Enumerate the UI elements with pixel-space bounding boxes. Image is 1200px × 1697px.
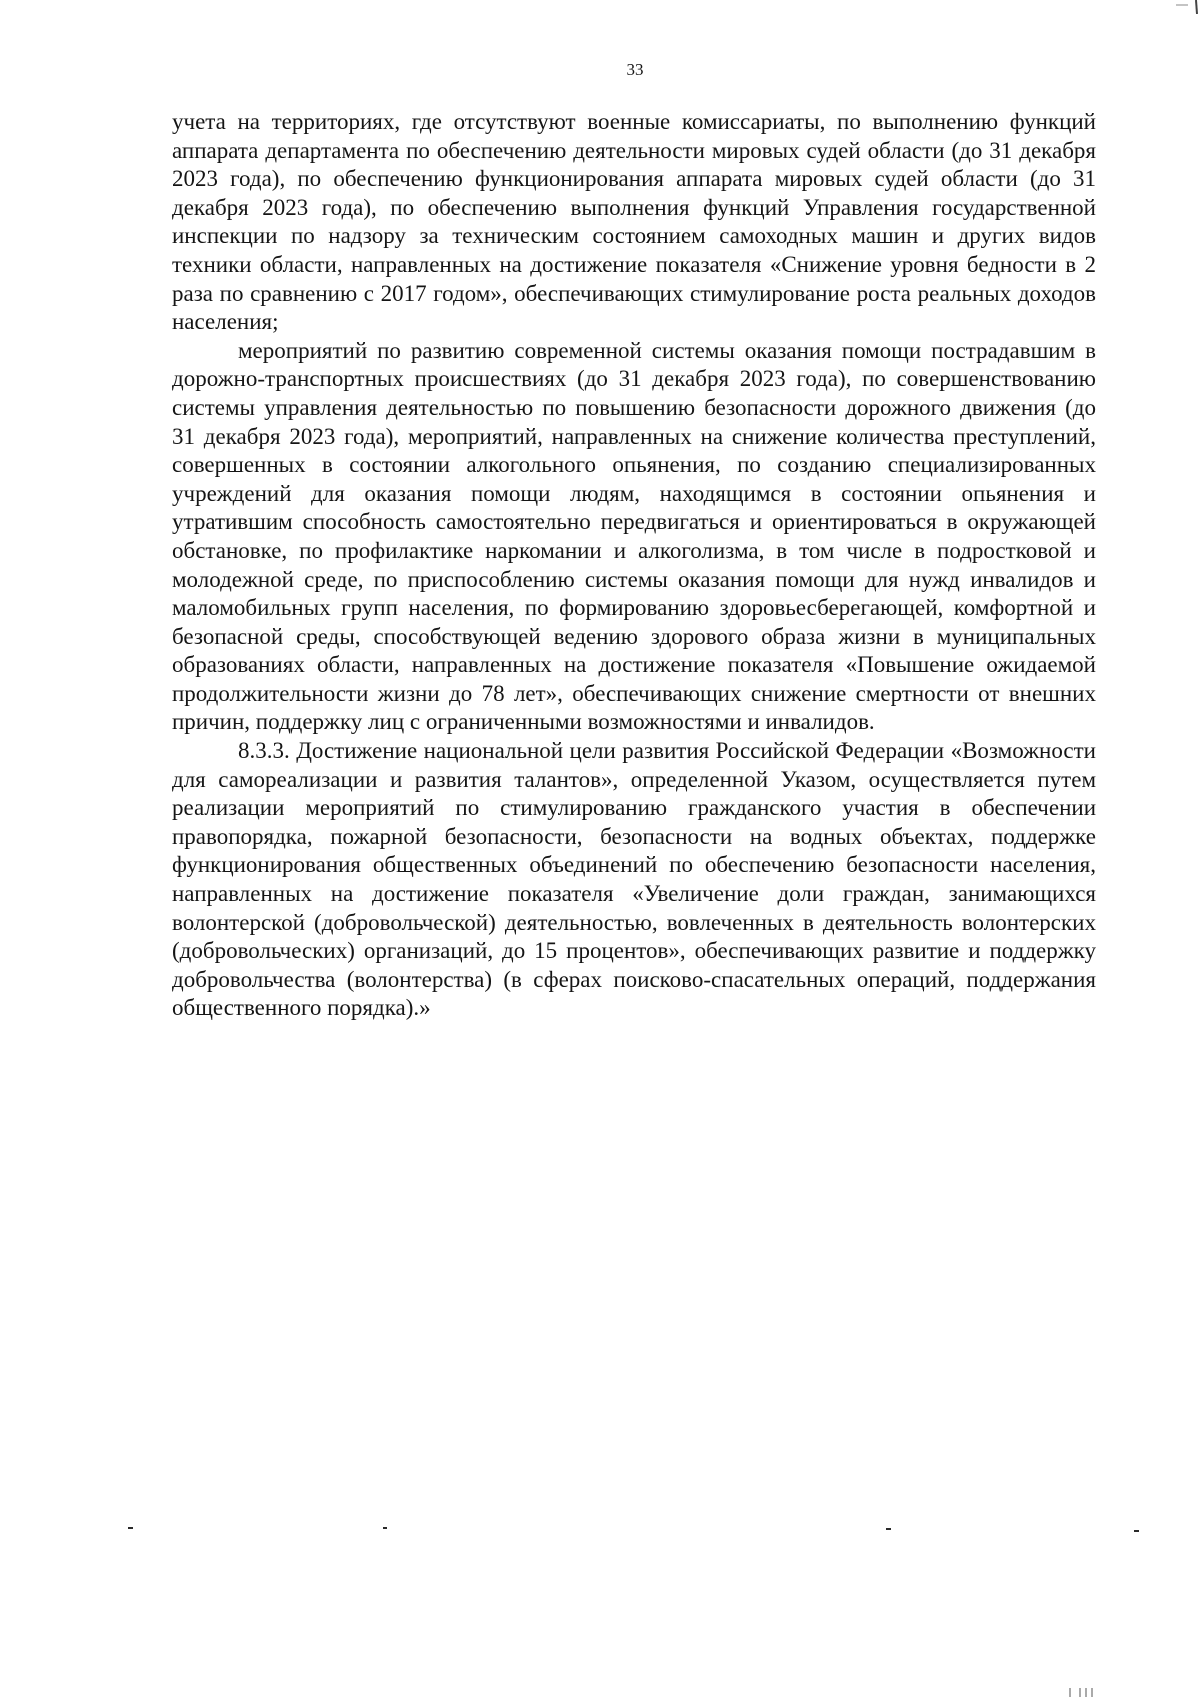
paragraph-8-3-3: 8.3.3. Достижение национальной цели развития Российской Федерации «Возможности для самореализации и развития талантов», определенной Указом, осуществляется путем реализации мероприятий по стимулированию гражданского участия в обеспечении правопорядка, пожарной безопасности, безопасности на водных объектах, поддержке функционирования общественных объединений по обеспечению безопасности населения, направленных на достижение показателя «Увеличение доли граждан, занимающихся волонтерской (добровольческой) деятельностью, вовлеченных в деятельность волонтерских (добровольческих) организаций, до 15 процентов», обеспечивающих развитие и поддержку добровольчества (волонтерства) (в сферах поисково-спасательных операций, поддержания общественного порядка).» [172,738,1096,1021]
scan-mark [128,1527,133,1529]
body-text [172,108,1096,1023]
scan-mark [1134,1530,1139,1532]
page-number: 33 [626,60,644,79]
scan-edge-artifact-top [1170,0,1200,14]
paragraph-continuation: учета на территориях, где отсутствуют военные комиссариаты, по выполнению функций аппарата департамента по обеспечению деятельности мировых судей области (до 31 декабря 2023 года), по обеспечению функционирования аппарата мировых судей области (до 31 декабря 2023 года), по обеспечению выполнения функций Управления государственной инспекции по надзору за техническим состоянием самоходных машин и других видов техники области, направленных на достижение показателя «Снижение уровня бедности в 2 раза по сравнению с 2017 годом», обеспечивающих стимулирование роста реальных доходов населения; [172,109,1096,335]
scan-edge-artifact-bottom [1066,1684,1116,1697]
paragraph-measures: мероприятий по развитию современной системы оказания помощи пострадавшим в дорожно-транспортных происшествиях (до 31 декабря 2023 года), по совершенствованию системы управления деятельностью по повышению безопасности дорожного движения (до 31 декабря 2023 года), мероприятий, направленных на снижение количества преступлений, совершенных в состоянии алкогольного опьянения, по созданию специализированных учреждений для оказания помощи людям, находящимся в состоянии опьянения и утратившим способность самостоятельно передвигаться и ориентироваться в окружающей обстановке, по профилактике наркомании и алкоголизма, в том числе в подростковой и молодежной среде, по приспособлению системы оказания помощи для нужд инвалидов и маломобильных групп населения, по формированию здоровьесберегающей, комфортной и безопасной среды, способствующей ведению здорового образа жизни в муниципальных образованиях области, направленных на достижение показателя «Повышение ожидаемой продолжительности жизни до 78 лет», обеспечивающих снижение смертности от внешних причин, поддержку лиц с ограниченными возможностями и инвалидов. [172,337,1096,735]
scan-mark [886,1528,891,1530]
scan-mark [383,1527,387,1529]
